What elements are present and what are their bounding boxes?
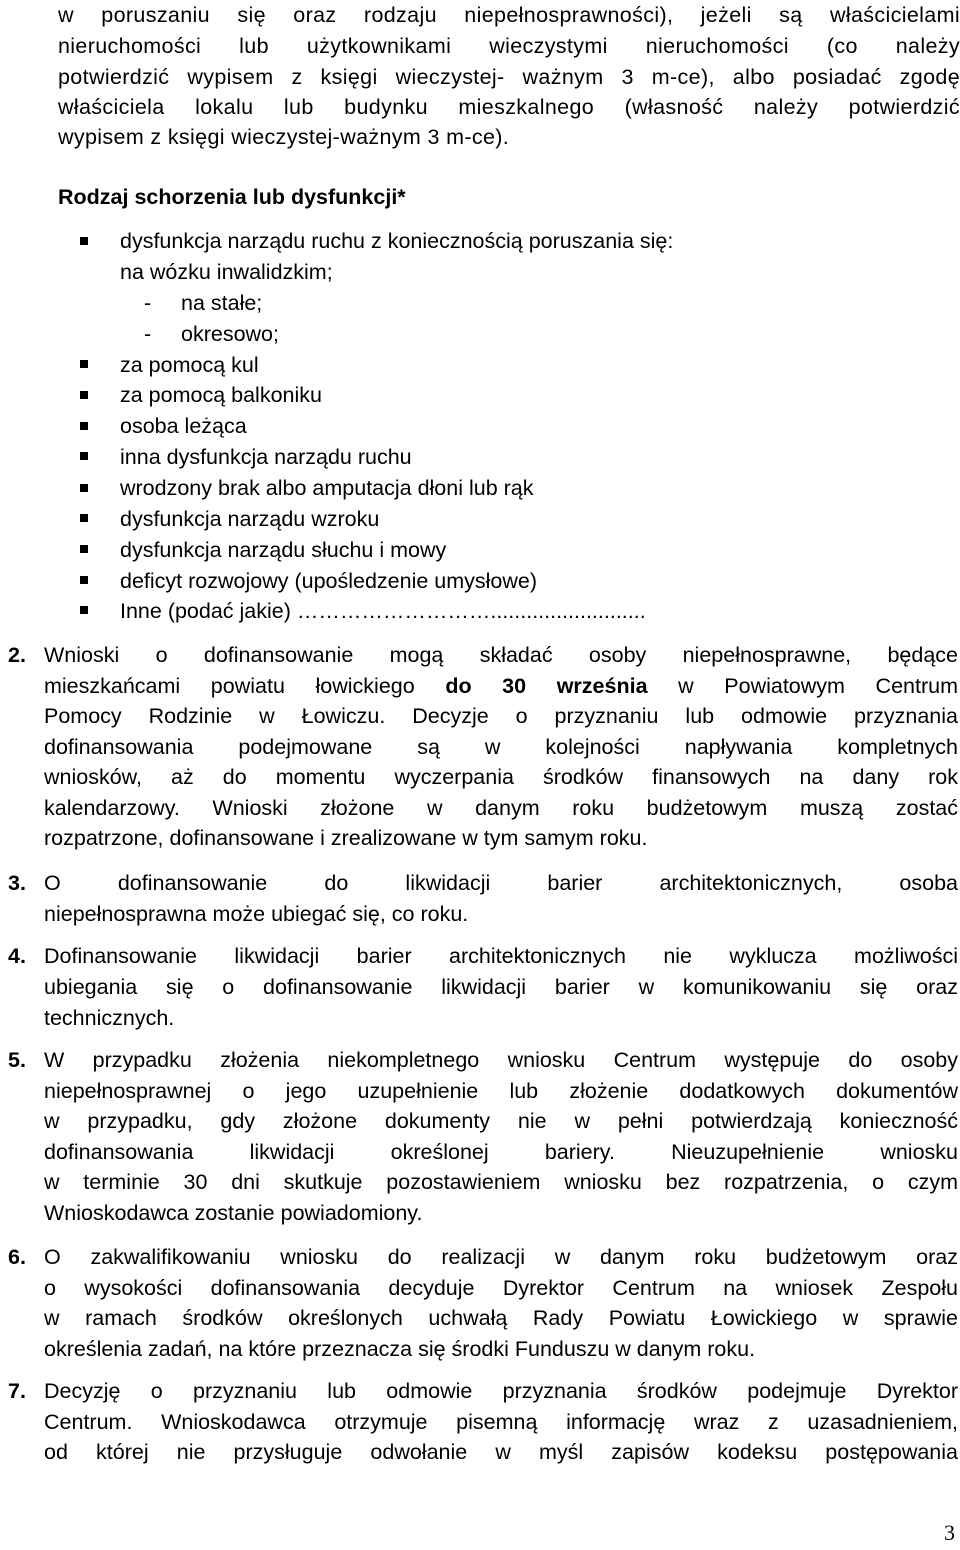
text-line: W przypadku złożenia niekompletnego wniosku Centrum występuje do osoby bbox=[44, 1048, 958, 1072]
text-line: w ramach środków określonych uchwałą Rady Powiatu Łowickiego w sprawie bbox=[44, 1306, 958, 1330]
text-line: określenia zadań, na które przeznacza się środki Funduszu w danym roku. bbox=[44, 1337, 756, 1361]
text-line: wniosków, aż do momentu wyczerpania środków finansowych na dany rok bbox=[44, 765, 958, 789]
text-line: o wysokości dofinansowania decyduje Dyrektor Centrum na wniosek Zespołu bbox=[44, 1276, 958, 1300]
text-line: Wnioskodawca zostanie powiadomiony. bbox=[44, 1201, 423, 1225]
list-item: za pomocą balkoniku bbox=[120, 383, 322, 407]
square-bullet-icon bbox=[80, 484, 88, 492]
text-line: kalendarzowy. Wnioski złożone w danym roku budżetowym muszą zostać bbox=[44, 796, 958, 820]
text-line: od której nie przysługuje odwołanie w myśl zapisów kodeksu postępowania bbox=[44, 1440, 958, 1464]
intro-line: wypisem z księgi wieczystej-ważnym 3 m-ce). bbox=[58, 125, 510, 149]
list-item: osoba leżąca bbox=[120, 414, 247, 438]
square-bullet-icon bbox=[80, 422, 88, 430]
point-number: 2. bbox=[8, 643, 26, 667]
list-item: deficyt rozwojowy (upośledzenie umysłowe) bbox=[120, 569, 538, 593]
text-line: dofinansowania likwidacji określonej bariery. Nieuzupełnienie wniosku bbox=[44, 1140, 958, 1164]
point-number: 3. bbox=[8, 871, 26, 895]
list-item: za pomocą kul bbox=[120, 353, 259, 377]
intro-line: nieruchomości lub użytkownikami wieczystymi nieruchomości (co należy bbox=[58, 34, 960, 58]
square-bullet-icon bbox=[80, 360, 88, 368]
section-heading: Rodzaj schorzenia lub dysfunkcji* bbox=[58, 185, 406, 209]
square-bullet-icon bbox=[80, 237, 88, 245]
list-item: dysfunkcja narządu słuchu i mowy bbox=[120, 538, 447, 562]
text-line: niepełnosprawna może ubiegać się, co roku. bbox=[44, 902, 469, 926]
text-line: w przypadku, gdy złożone dokumenty nie w pełni potwierdzają konieczność bbox=[44, 1109, 958, 1133]
text-line: Pomocy Rodzinie w Łowiczu. Decyzje o przyznaniu lub odmowie przyznania bbox=[44, 704, 958, 728]
text-line: technicznych. bbox=[44, 1006, 175, 1030]
list-item: dysfunkcja narządu ruchu z koniecznością poruszania się: bbox=[120, 229, 674, 253]
text-line: rozpatrzone, dofinansowane i zrealizowane w tym samym roku. bbox=[44, 826, 648, 850]
text-line: Decyzję o przyznaniu lub odmowie przyznania środków podejmuje Dyrektor bbox=[44, 1379, 958, 1403]
text-line: Dofinansowanie likwidacji barier architektonicznych nie wyklucza możliwości bbox=[44, 944, 958, 968]
text-line: niepełnosprawnej o jego uzupełnienie lub złożenie dodatkowych dokumentów bbox=[44, 1079, 958, 1103]
square-bullet-icon bbox=[80, 606, 88, 614]
point-number: 6. bbox=[8, 1245, 26, 1269]
point-number: 7. bbox=[8, 1379, 26, 1403]
dash-marker: - bbox=[144, 291, 152, 315]
square-bullet-icon bbox=[80, 391, 88, 399]
square-bullet-icon bbox=[80, 452, 88, 460]
intro-line: właściciela lokalu lub budynku mieszkalnego (własność należy potwierdzić bbox=[58, 95, 960, 119]
list-subitem: okresowo; bbox=[181, 322, 279, 346]
text-line: Centrum. Wnioskodawca otrzymuje pisemną informację wraz z uzasadnieniem, bbox=[44, 1410, 958, 1434]
list-subitem: na stałe; bbox=[181, 291, 263, 315]
text-line: dofinansowania podejmowane są w kolejności napływania kompletnych bbox=[44, 735, 958, 759]
text-line: Wnioski o dofinansowanie mogą składać osoby niepełnosprawne, będące bbox=[44, 643, 958, 667]
intro-line: potwierdzić wypisem z księgi wieczystej- ważnym 3 m-ce), albo posiadać zgodę bbox=[58, 65, 960, 89]
deadline-text: do 30 września bbox=[445, 674, 648, 698]
text-fragment: mieszkańcami powiatu łowickiego bbox=[44, 674, 446, 698]
dash-marker: - bbox=[144, 322, 152, 346]
text-line: O zakwalifikowaniu wniosku do realizacji w danym roku budżetowym oraz bbox=[44, 1245, 958, 1269]
text-fragment: w Powiatowym Centrum bbox=[647, 674, 958, 698]
page-number: 3 bbox=[944, 1520, 955, 1545]
list-item-subline: na wózku inwalidzkim; bbox=[120, 260, 333, 284]
text-line: ubiegania się o dofinansowanie likwidacji barier w komunikowaniu się oraz bbox=[44, 975, 958, 999]
square-bullet-icon bbox=[80, 576, 88, 584]
list-item: inna dysfunkcja narządu ruchu bbox=[120, 445, 412, 469]
text-line: O dofinansowanie do likwidacji barier architektonicznych, osoba bbox=[44, 871, 958, 895]
point-number: 5. bbox=[8, 1048, 26, 1072]
square-bullet-icon bbox=[80, 545, 88, 553]
intro-line: w poruszaniu się oraz rodzaju niepełnosprawności), jeżeli są właścicielami bbox=[58, 3, 960, 27]
list-item: dysfunkcja narządu wzroku bbox=[120, 507, 380, 531]
text-line bbox=[44, 671, 958, 702]
point-number: 4. bbox=[8, 944, 26, 968]
text-line: w terminie 30 dni skutkuje pozostawieniem wniosku bez rozpatrzenia, o czym bbox=[44, 1170, 958, 1194]
list-item: Inne (podać jakie) ……………………….......................... bbox=[120, 599, 646, 623]
list-item: wrodzony brak albo amputacja dłoni lub rąk bbox=[120, 476, 534, 500]
square-bullet-icon bbox=[80, 514, 88, 522]
